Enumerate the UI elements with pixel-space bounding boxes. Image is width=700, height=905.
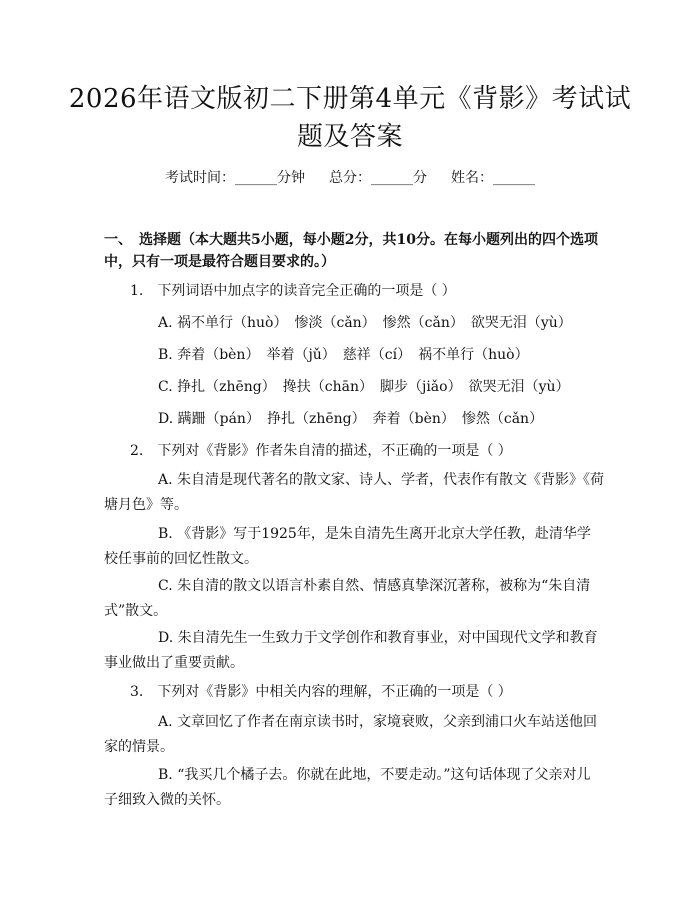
question-3-stem: 3. 下列对《背影》中相关内容的理解，不正确的一项是（ ） (130, 684, 512, 700)
question-3-option-a: A. 文章回忆了作者在南京读书时，家境衰败，父亲到浦口火车站送他回家的情景。 (104, 714, 598, 755)
exam-meta (0, 168, 700, 188)
student-name-field: 姓名：______ (451, 170, 535, 186)
question-2-stem: 2. 下列对《背影》作者朱自清的描述，不正确的一项是（ ） (130, 443, 512, 459)
section-heading: 一、 选择题（本大题共5小题，每小题2分，共10分。在每小题列出的四个选项中，只有一项是最符合题目要求的。） (104, 232, 598, 270)
question-2-option-a: A. 朱自清是现代著名的散文家、诗人、学者，代表作有散文《背影》《荷塘月色》等。 (104, 472, 605, 513)
question-2-option-b: B. 《背影》写于1925年，是朱自清先生离开北京大学任教，赴清华学校任事前的回忆性散文。 (104, 526, 591, 567)
question-1-option-b: B. 奔着（bèn） 举着（jǔ） 慈祥（cí） 祸不单行（huò） (158, 347, 529, 363)
question-2-option-c: C. 朱自清的散文以语言朴素自然、情感真挚深沉著称，被称为“朱自清式”散文。 (104, 578, 591, 619)
question-1-option-c: C. 挣扎（zhēng） 搀扶（chān） 脚步（jiǎo） 欲哭无泪（yù） (158, 379, 570, 395)
question-2-option-d: D. 朱自清先生一生致力于文学创作和教育事业，对中国现代文学和教育事业做出了重要贡献。 (104, 630, 598, 671)
exam-time-field: 考试时间：______分钟 (165, 170, 305, 186)
page-title: 2026年语文版初二下册第4单元《背影》考试试题及答案 (68, 84, 632, 152)
question-3-option-b: B. “我买几个橘子去。你就在此地，不要走动。”这句话体现了父亲对儿子细致入微的关怀。 (104, 767, 591, 808)
question-1-option-d: D. 蹒跚（pán） 挣扎（zhēng） 奔着（bèn） 惨然（cǎn） (158, 411, 544, 427)
question-1-option-a: A. 祸不单行（huò） 惨淡（cǎn） 惨然（cǎn） 欲哭无泪（yù） (158, 315, 572, 331)
question-1-stem: 1. 下列词语中加点字的读音完全正确的一项是（ ） (130, 283, 456, 299)
total-score-field: 总分：______分 (329, 170, 427, 186)
